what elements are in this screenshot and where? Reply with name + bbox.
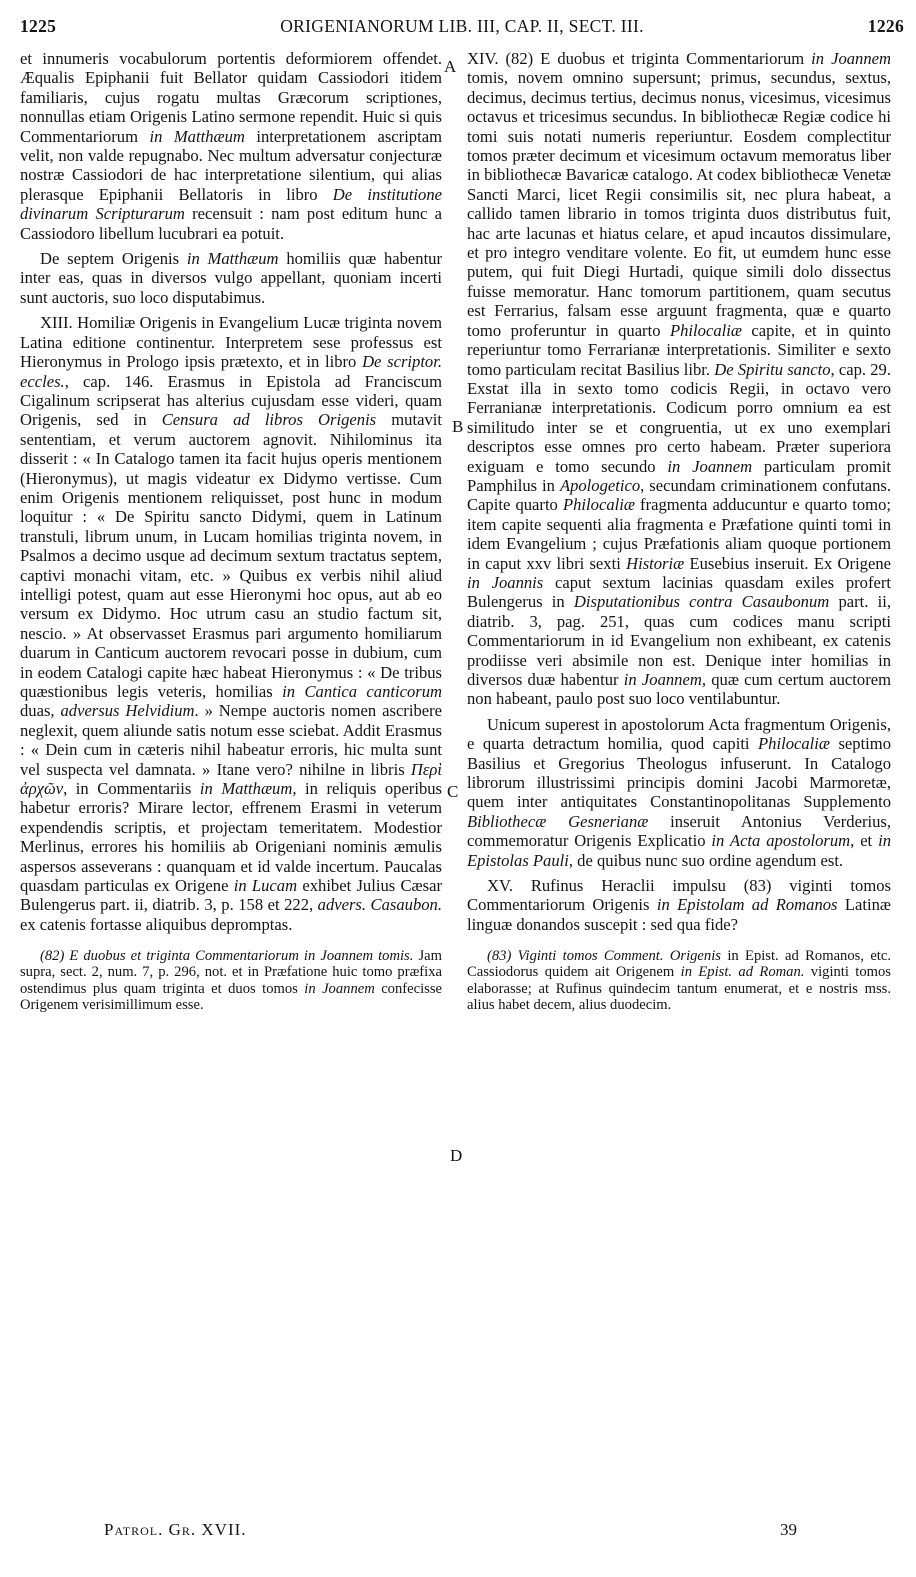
left-column (20, 49, 442, 1013)
signature-number: 39 (780, 1520, 797, 1539)
page-number-left: 1225 (20, 16, 57, 36)
section-number: XIII. (40, 313, 73, 333)
section-xiv: XIV. (82) E duobus et triginta Commentariorum in Joannem tomis, novem omnino supersunt; primus, secundus, sextus, decimus, decimus tertius, decimus nonus, vicesimus, vicesimus octavus et tricesimus secundus. In bibliothecæ Regiæ codice hi tomi suis notati numeris reperiuntur. Eosdem complectitur tomos præter decimum et vicesimum octavum memoratus liber in bibliothecæ Bavaricæ catalogo. At codex bibliothecæ Venetæ Sancti Marci, licet Regii consimilis sit, nec plura habeat, a callido tamen librario in tomos triginta duos distributus fuit, hac arte lacunas et hiatus celare, et apud incautos dissimulare, et pro integro venditare volente. Eo fit, ut eumdem hunc esse putem, qui fuit Diegi Hurtadi, quique simili dolo dissectus fuisse memoratur. Hanc tomorum partitionem, quam secutus est Ferrarius, falsam esse arguunt fragmenta, quæ e quarto tomo proferuntur in quarto Philocaliæ capite, et in quinto reperiuntur tomo Ferrarianæ interpretationis. Similiter e sexto tomo particulam recitat Basilius libr. De Spiritu sancto, cap. 29. Exstat illa in sexto tomo codicis Regii, in octavo vero Ferranianæ interpretationis. Codicum porro omnium ea est similitudo inter se et congruentia, ut ex uno exemplari descriptos esse omnes pro certo habeam. Præter superiora exiguam e tomo secundo in Joannem particulam promit Pamphilus in Apologetico, secundam criminationem confutans. Capite quarto Philocaliæ fragmenta adducuntur e quarto tomo; item capite sequenti alia fragmenta e Præfatione quinti tomi in idem Evangelium ; cujus Præfationis aliam quoque portionem in caput xxv libri sexti Historiæ Eusebius inseruit. Ex Origene in Joannis caput sextum lacinias quasdam exiles profert Bulengerus in Disputationibus contra Casaubonum part. ii, diatrib. 3, pag. 251, quas cum codices manu scripti Commentariorum in id Evangelium non exhibeant, ex catenis prodiisse veri absimile non est. Denique inter homilias in diversos duæ habentur in Joannem, quæ cum certum auctorem non habeant, paulo post suo loco ventilabuntur. (467, 49, 892, 709)
footnote-83: (83) Viginti tomos Comment. Origenis in Epist. ad Romanos, etc. Cassiodorus quidem ait Origenem in Epist. ad Roman. viginti tomos elaborasse; at Rufinus quindecim tantum enumerat, et e nostris mss. alius habet decem, alius duodecim. (467, 948, 891, 1013)
section-xv: XV. Rufinus Heraclii impulsu (83) viginti tomos Commentariorum Origenis in Epistolam ad Romanos Latinæ linguæ donandos suscepit : sed qua fide? (467, 876, 891, 934)
section-xiii: XIII. Homiliæ Origenis in Evangelium Lucæ triginta novem Latina editione continentur. Interpretem sese professus est Hieronymus in Prologo ipsis prætexto, et in libro De scriptor. eccles., cap. 146. Erasmus in Epistola ad Franciscum Cigalinum scripserat has alterius cujusdam esse videri, quam Origenis, sed in Censura ad libros Origenis mutavit sententiam, et verum auctorem agnovit. Nihilominus ita disserit : « In Catalogo tamen ita facit hujus operis mentionem (Hieronymus), ut magis videatur ex Didymo vertisse. Cum enim Origenis mentionem reliquisset, post hunc in modum loquitur : « De Spiritu sancto Didymi, quem in Latinum transtuli, librum unum, in Lucam homilias triginta novem, in Psalmos a decimo usque ad decimum sextum tractatus septem, captivi monachi vitam, etc. » Quibus ex verbis nihil aliud intelligi potest, quam aut esse Hieronymi hoc opus, aut ab eo versum ex Didymo. Hoc utrum casu an studio factum sit, nescio. » At observasset Erasmus pari argumento homiliarum duarum in Canticum auctorem revocari posse in dubium, cum in eodem Catalogi capite hæc habeat Hieronymus : « De tribus quæstionibus legis veteris, homilias in Cantica canticorum duas, adversus Helvidium. » Nempe auctoris nomen ascribere neglexit, quem aliunde satis notum esse sciebat. Addit Erasmus : « Dein cum in cæteris nihil habeatur erroris, hic multa sunt vel suspecta vel damnata. » Itane vero? nihilne in libris Περὶ ἀρχῶν, in Commentariis in Matthæum, in reliquis operibus habetur erroris? Mirare lector, effrenem Erasmi in veterum expendendis scriptis, et projectam temeritatem. Modestior Merlinus, errores his homiliis ab Origeniani nominis æmulis aspersos asseverans : quanquam et id valde incertum. Paucalas quasdam particulas ex Origene in Lucam exhibet Julius Cæsar Bulengerus part. ii, diatrib. 3, p. 158 et 222, advers. Casaubon. ex catenis fortasse aliquibus depromptas. (20, 313, 443, 934)
margin-marker-c: C (447, 782, 459, 801)
page-number-right: 1226 (867, 16, 904, 36)
running-title: ORIGENIANORUM LIB. III, CAP. II, SECT. III. (280, 16, 644, 36)
margin-marker-b: B (452, 417, 464, 436)
paragraph: Unicum superest in apostolorum Acta fragmentum Origenis, e quarta detractum homilia, quod capiti Philocaliæ septimo Basilius et Gregorius Theologus infuserunt. In Catalogo librorum illustrissimi principis domini Jacobi Marmoretæ, quem inter antiquitates Constantinopolitanas Supplemento Bibliothecæ Gesnerianæ inseruit Antonius Verderius, commemoratur Origenis Explicatio in Acta apostolorum, et in Epistolas Pauli, de quibus nunc suo ordine agendum est. (467, 714, 891, 870)
running-header (20, 16, 904, 42)
right-column (467, 49, 891, 1013)
margin-marker-d: D (450, 1146, 463, 1165)
footnote-82: (82) E duobus et triginta Commentariorum in Joannem tomis. Jam supra, sect. 2, num. 7, p. 296, not. et in Præfatione huic tomo præfixa ostendimus plus quam triginta et duos tomos in Joannem confecisse Origenem verisimillimum esse. (20, 948, 442, 1013)
volume-signature: Patrol. Gr. XVII. (104, 1520, 247, 1539)
paragraph: et innumeris vocabulorum portentis deformiorem offendet. Æqualis Epiphanii fuit Bellator quidam Cassiodori itidem familiaris, cujus rogatu multas Græcorum scriptiones, nonnullas etiam Origenis Latino sermone rependit. Huic si quis Commentariorum in Matthæum interpretationem ascriptam velit, non valde repugnabo. Nec multum adversatur conjecturæ nostræ Cassiodori de hac interpretatione silentium, qui alias plerasque Epiphanii Bellatoris in libro De institutione divinarum Scripturarum recensuit : nam post editum hunc a Cassiodoro libellum lucubrari ea potuit. (20, 49, 443, 243)
greek-title: Περὶ ἀρχῶν (20, 759, 442, 799)
paragraph: De septem Origenis in Matthæum homiliis quæ habentur inter eas, quas in diversos vulgo appellant, quoniam incerti sunt auctoris, suo loco disputabimus. (20, 249, 443, 307)
section-number: XIV. (467, 49, 499, 68)
margin-marker-a: A (444, 57, 457, 76)
section-number: XV. (487, 876, 513, 896)
